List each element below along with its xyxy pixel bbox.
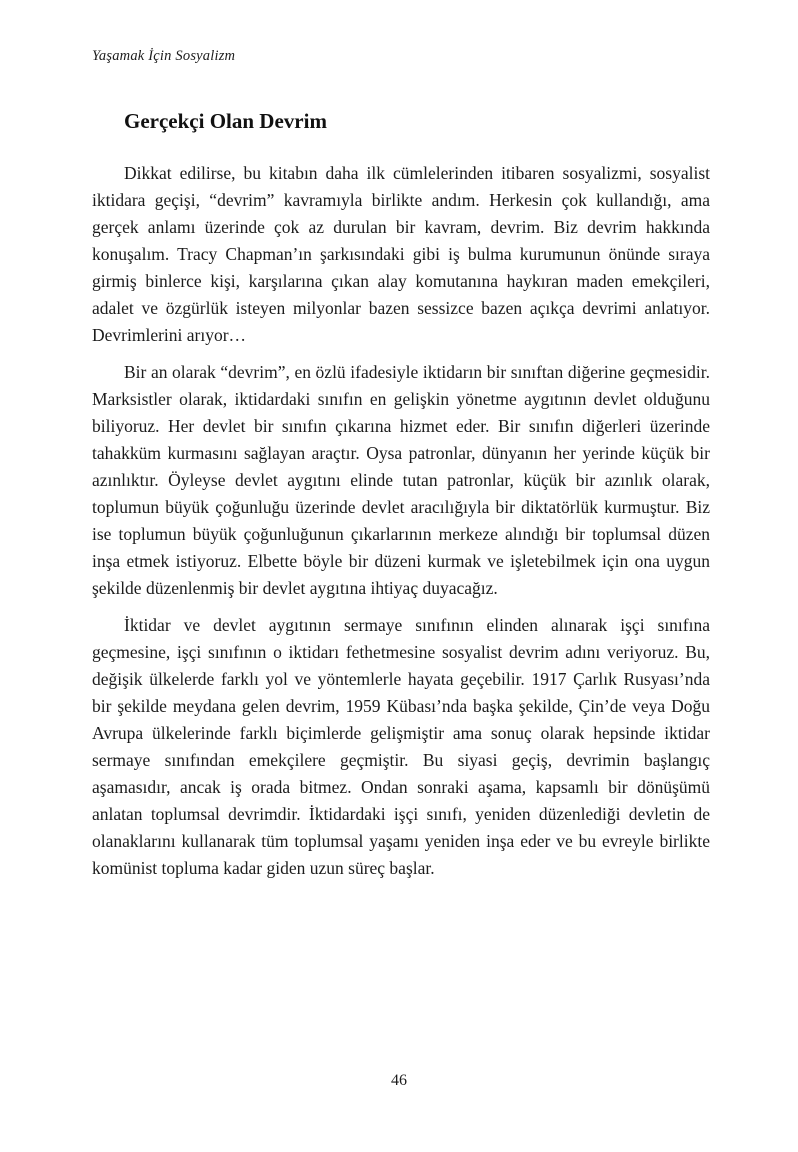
running-header: Yaşamak İçin Sosyalizm xyxy=(92,48,236,64)
page-title: Gerçekçi Olan Devrim xyxy=(124,109,327,133)
page-number: 46 xyxy=(391,1072,407,1089)
body-paragraph: Dikkat edilirse, bu kitabın daha ilk cümlelerinden itibaren sosyalizmi, sosyalist iktidara geçişi, “devrim” kavramıyla birlikte andım. Herkesin çok kullandığı, ama gerçek anlamı üzerinde çok az durulan bir kavram, devrim. Biz devrim hakkında konuşalım. Tracy Chapman’ın şarkısındaki gibi iş bulma kurumunun önünde sıraya girmiş binlerce kişi, karşılarına çıkan alay komutanına haykıran maden emekçileri, adalet ve özgürlük isteyen milyonlar bazen sessizce bazen açıkça devrimi anlatıyor. Devrimlerini arıyor… xyxy=(92,163,710,345)
body-paragraph: İktidar ve devlet aygıtının sermaye sınıfının elinden alınarak işçi sınıfına geçmesine, işçi sınıfının o iktidarı fethetmesine sosyalist devrim adını veriyoruz. Bu, değişik ülkelerde farklı yol ve yöntemlerle hayata geçebilir. 1917 Çarlık Rusyası’nda bir şekilde meydana gelen devrim, 1959 Kübası’nda başka şekilde, Çin’de veya Doğu Avrupa ülkelerinde farklı biçimlerde gelişmiştir ama sonuç olarak hepsinde iktidar sermaye sınıfından emekçilere geçmiştir. Bu siyasi geçiş, devrimin başlangıç aşamasıdır, ancak iş orada bitmez. Ondan sonraki aşama, kapsamlı bir dönüşümü anlatan toplumsal devrimdir. İktidardaki işçi sınıfı, yeniden düzenlediği devletin de olanaklarını kullanarak tüm toplumsal yaşamı yeniden inşa eder ve bu evreyle birlikte komünist topluma kadar giden uzun süreç başlar. xyxy=(92,615,710,878)
text-block xyxy=(92,48,710,892)
body-text xyxy=(92,160,710,882)
body-paragraph: Bir an olarak “devrim”, en özlü ifadesiyle iktidarın bir sınıftan diğerine geçmesidir. Marksistler olarak, iktidardaki sınıfın en gelişkin yönetme aygıtının devlet olduğunu biliyoruz. Her devlet bir sınıfın çıkarına hizmet eder. Bir sınıfın diğerleri üzerinde tahakküm kurmasını sağlayan araçtır. Oysa patronlar, dünyanın her yerinde küçük bir azınlıktır. Öyleyse devlet aygıtını elinde tutan patronlar, küçük bir azınlık olarak, toplumun büyük çoğunluğu üzerinde devlet aracılığıyla bir diktatörlük kurmuştur. Biz ise toplumun büyük çoğunluğunun çıkarlarının merkeze alındığı bir toplumsal düzen inşa etmek istiyoruz. Elbette böyle bir düzeni kurmak ve işletebilmek için ona uygun şekilde düzenlenmiş bir devlet aygıtına ihtiyaç duyacağız. xyxy=(92,362,710,598)
